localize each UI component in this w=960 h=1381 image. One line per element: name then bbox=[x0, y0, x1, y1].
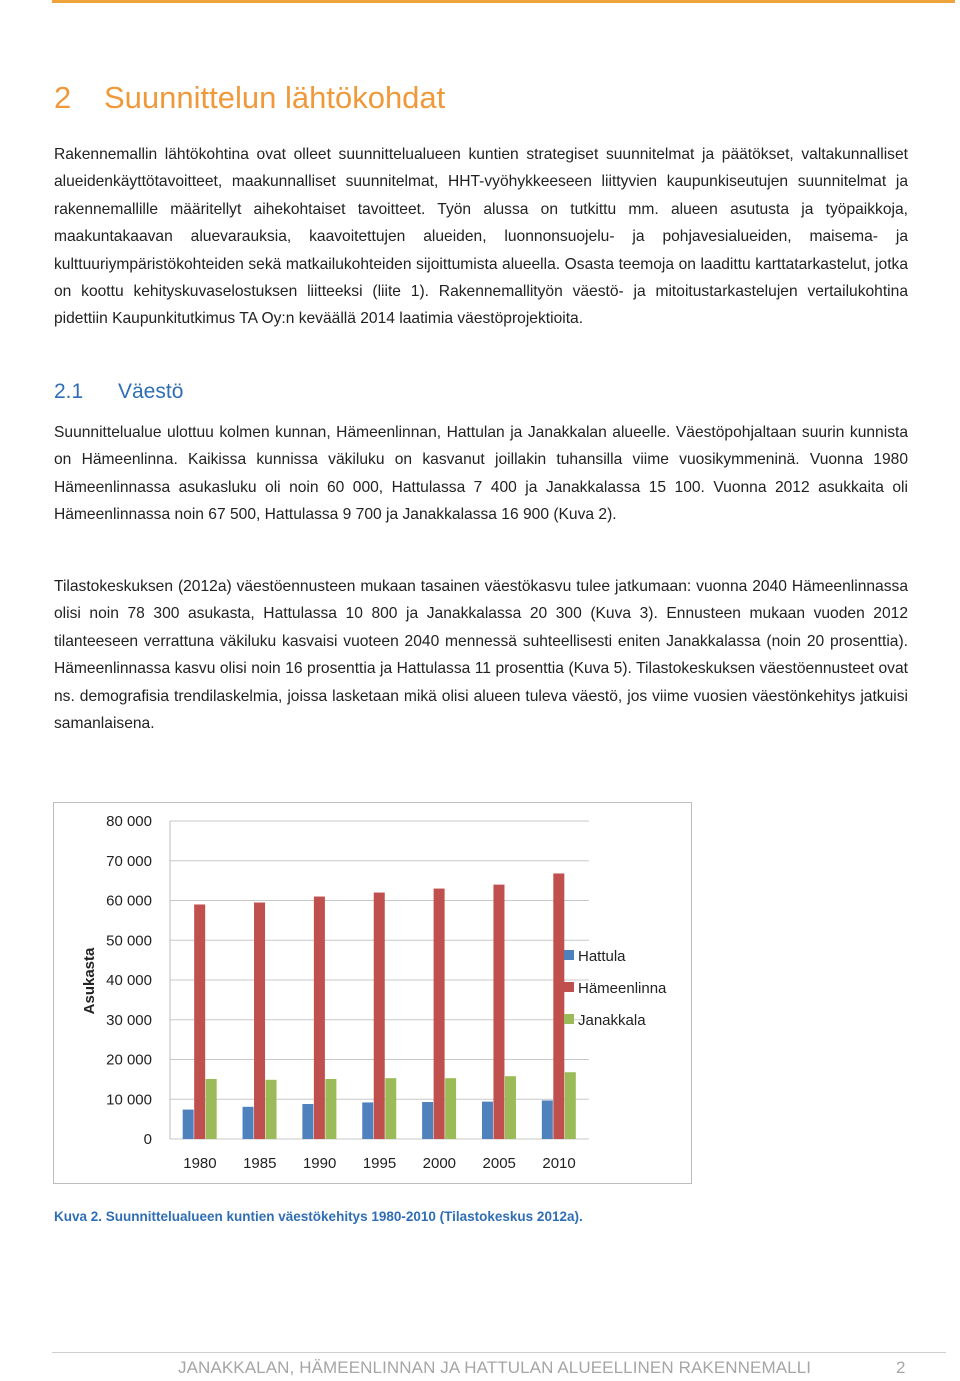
bar-janakkala-1980 bbox=[206, 1079, 217, 1139]
y-tick-label: 60 000 bbox=[106, 892, 152, 910]
bar-hattula-2000 bbox=[422, 1102, 433, 1139]
y-tick-label: 50 000 bbox=[106, 932, 152, 950]
y-tick-label: 0 bbox=[143, 1131, 152, 1148]
population-chart bbox=[53, 802, 692, 1184]
bar-hattula-2010 bbox=[542, 1100, 553, 1139]
bar-hattula-1980 bbox=[183, 1110, 194, 1139]
section-title: Väestö bbox=[118, 380, 184, 403]
legend-swatch bbox=[564, 982, 574, 992]
y-tick-label: 40 000 bbox=[106, 972, 152, 989]
bar-hämeenlinna-2000 bbox=[434, 889, 445, 1139]
footer-title: JANAKKALAN, HÄMEENLINNAN JA HATTULAN ALUEELLINEN RAKENNEMALLI bbox=[178, 1358, 812, 1377]
bar-janakkala-2010 bbox=[565, 1072, 576, 1139]
y-tick-label: 20 000 bbox=[106, 1051, 152, 1069]
intro-paragraph: Rakennemallin lähtökohtina ovat olleet suunnittelualueen kuntien strategiset suunnitelmat ja päätökset, valtakunnalliset alueidenkäyttötavoitteet, maakunnalliset suunnitelmat, HHT-vyöhykkeeseen liittyvien kaupunkiseutujen suunnitelmat ja rakennemallille määritellyt aihekohtaiset tavoitteet. Työn alussa on tutkittu mm. alueen asutusta ja työpaikkoja, maakuntakaavan aluevarauksia, kaavoitettujen alueiden, luonnonsuojelu- ja pohjavesialueiden, maisema- ja kulttuuriympäristökohteiden sekä matkailukohteiden sijoittumista alueella. Osasta teemoja on laadittu karttatarkastelut, jotka on koottu kehityskuvaselostuksen liitteeksi (liite 1). Rakennemallityön väestö- ja mitoitustarkastelujen vertailukohtina pidettiin Kaupunkitutkimus TA Oy:n keväällä 2014 laatimia väestöprojektioita. bbox=[54, 146, 908, 328]
x-tick-label: 2010 bbox=[542, 1155, 576, 1172]
y-tick-labels bbox=[106, 813, 152, 1148]
bar-janakkala-1990 bbox=[325, 1079, 336, 1139]
bar-hämeenlinna-2010 bbox=[553, 873, 564, 1139]
bar-janakkala-2000 bbox=[445, 1078, 456, 1139]
y-tick-label: 80 000 bbox=[106, 813, 152, 830]
bar-hattula-1985 bbox=[243, 1107, 254, 1139]
section-heading bbox=[54, 380, 183, 404]
bar-janakkala-2005 bbox=[505, 1076, 516, 1139]
legend-label: Janakkala bbox=[578, 1012, 646, 1029]
figure-caption: Kuva 2. Suunnittelualueen kuntien väestökehitys 1980-2010 (Tilastokeskus 2012a). bbox=[54, 1209, 583, 1224]
chart-canvas bbox=[54, 803, 691, 1183]
y-tick-label: 70 000 bbox=[106, 852, 152, 870]
bar-hämeenlinna-1995 bbox=[374, 893, 385, 1139]
legend-label: Hattula bbox=[578, 948, 626, 965]
x-tick-labels bbox=[183, 1155, 576, 1172]
population-paragraph: Suunnittelualue ulottuu kolmen kunnan, Hämeenlinnan, Hattulan ja Janakkalan alueelle. Väestöpohjaltaan suurin kunnista on Hämeenlinna. Kaikissa kunnissa väkiluku on kasvanut joillakin tuhansilla viime vuosikymmeninä. Vuonna 1980 Hämeenlinnassa asukasluku oli noin 60 000, Hattulassa 7 400 ja Janakkalassa 15 100. Vuonna 2012 asukkaita oli Hämeenlinnassa noin 67 500, Hattulassa 9 700 ja Janakkalassa 16 900 (Kuva 2). bbox=[54, 424, 908, 524]
forecast-paragraph: Tilastokeskuksen (2012a) väestöennusteen mukaan tasainen väestökasvu tulee jatkumaan: vuonna 2040 Hämeenlinnassa olisi noin 78 300 asukasta, Hattulassa 10 800 ja Janakkalassa 20 300 (Kuva 3). Ennusteen mukaan vuoden 2012 tilanteeseen verrattuna väkiluku kasvaisi vuoteen 2040 mennessä suhteellisesti eniten Janakkalassa (noin 20 prosenttia). Hämeenlinnassa kasvu olisi noin 16 prosenttia ja Hattulassa 11 prosenttia (Kuva 5). Tilastokeskuksen väestöennusteet ovat ns. demografisia trendilaskelmia, joissa lasketaan mikä olisi alueen tuleva väestö, jos viime vuosien väestönkehitys jatkuisi samanlaisena. bbox=[54, 578, 908, 733]
bar-hämeenlinna-1980 bbox=[194, 904, 205, 1139]
heading-number: 2 bbox=[54, 80, 72, 115]
y-axis-label: Asukasta bbox=[81, 947, 98, 1015]
bar-hämeenlinna-2005 bbox=[493, 885, 504, 1139]
x-tick-label: 1990 bbox=[302, 1155, 337, 1172]
legend-swatch bbox=[564, 950, 574, 960]
footer-rule bbox=[52, 1352, 946, 1353]
bar-hattula-2005 bbox=[482, 1102, 493, 1139]
x-tick-label: 1985 bbox=[243, 1155, 277, 1172]
top-rule bbox=[52, 0, 955, 3]
section-number: 2.1 bbox=[54, 380, 84, 403]
chart-legend bbox=[564, 948, 667, 1029]
page-number: 2 bbox=[896, 1358, 906, 1377]
heading-title: Suunnittelun lähtökohdat bbox=[104, 80, 446, 115]
legend-label: Hämeenlinna bbox=[578, 980, 667, 997]
bar-janakkala-1995 bbox=[385, 1078, 396, 1139]
legend-swatch bbox=[564, 1014, 574, 1024]
x-tick-label: 2005 bbox=[482, 1155, 516, 1172]
bar-hattula-1990 bbox=[302, 1104, 313, 1139]
y-tick-label: 30 000 bbox=[106, 1011, 152, 1029]
x-tick-label: 1995 bbox=[362, 1155, 397, 1172]
page-heading bbox=[54, 80, 445, 116]
x-tick-label: 1980 bbox=[183, 1155, 217, 1172]
bar-hämeenlinna-1990 bbox=[314, 897, 325, 1139]
bar-hattula-1995 bbox=[362, 1102, 373, 1139]
y-tick-label: 10 000 bbox=[106, 1091, 152, 1109]
bar-hämeenlinna-1985 bbox=[254, 902, 265, 1139]
bar-janakkala-1985 bbox=[266, 1080, 277, 1139]
x-tick-label: 2000 bbox=[422, 1155, 457, 1172]
